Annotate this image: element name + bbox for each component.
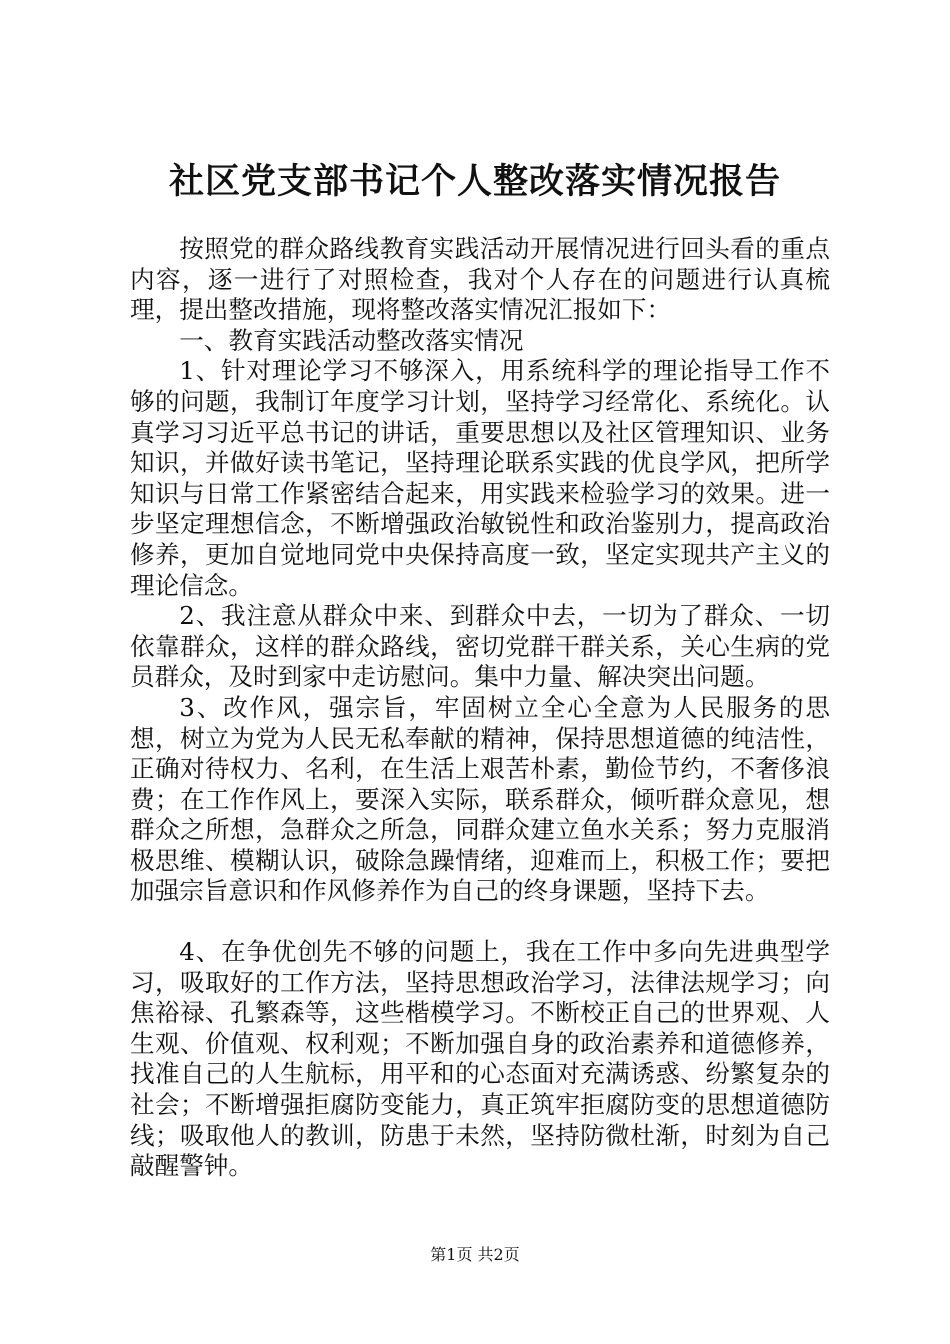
section-heading: 一、教育实践活动整改落实情况 — [179, 325, 524, 355]
document-title: 社区党支部书记个人整改落实情况报告 — [168, 161, 781, 202]
item-1-paragraph: 1、针对理论学习不够深入，用系统科学的理论指导工作不够的问题，我制订年度学习计划，坚持学习经常化、系统化。认真学习习近平总书记的讲话，重要思想以及社区管理知识、业务知识，并做好读书笔记，坚持理论联系实践的优良学风，把所学知识与日常工作紧密结合起来，用实践来检验学习的效果。进一步坚定理想信念，不断增强政治敏锐性和政治鉴别力，提高政治修养，更加自觉地同党中央保持高度一致，坚定实现共产主义的理论信念。 — [130, 356, 830, 600]
document-body — [130, 234, 830, 1182]
intro-paragraph: 按照党的群众路线教育实践活动开展情况进行回头看的重点内容，逐一进行了对照检查，我对个人存在的问题进行认真梳理，提出整改措施，现将整改落实情况汇报如下： — [130, 234, 830, 325]
page-number-footer: 第1页 共2页 — [430, 1245, 520, 1264]
item-4-paragraph: 4、在争优创先不够的问题上，我在工作中多向先进典型学习，吸取好的工作方法，坚持思想政治学习，法律法规学习；向焦裕禄、孔繁森等，这些楷模学习。不断校正自己的世界观、人生观、价值观、权利观；不断加强自身的政治素养和道德修养，找准自己的人生航标，用平和的心态面对充满诱惑、纷繁复杂的社会；不断增强拒腐防变能力，真正筑牢拒腐防变的思想道德防线；吸取他人的教训，防患于未然，坚持防微杜渐，时刻为自己敲醒警钟。 — [130, 937, 830, 1181]
item-3-paragraph: 3、改作风，强宗旨，牢固树立全心全意为人民服务的思想，树立为党为人民无私奉献的精神，保持思想道德的纯洁性，正确对待权力、名利，在生活上艰苦朴素，勤俭节约，不奢侈浪费；在工作作风上，要深入实际，联系群众，倾听群众意见，想群众之所想，急群众之所急，同群众建立鱼水关系；努力克服消极思维、模糊认识，破除急躁情绪，迎难而上，积极工作；要把加强宗旨意识和作风修养作为自己的终身课题，坚持下去。 — [130, 692, 830, 906]
item-2-paragraph: 2、我注意从群众中来、到群众中去，一切为了群众、一切依靠群众，这样的群众路线，密切党群干群关系，关心生病的党员群众，及时到家中走访慰问。集中力量、解决突出问题。 — [130, 601, 830, 692]
